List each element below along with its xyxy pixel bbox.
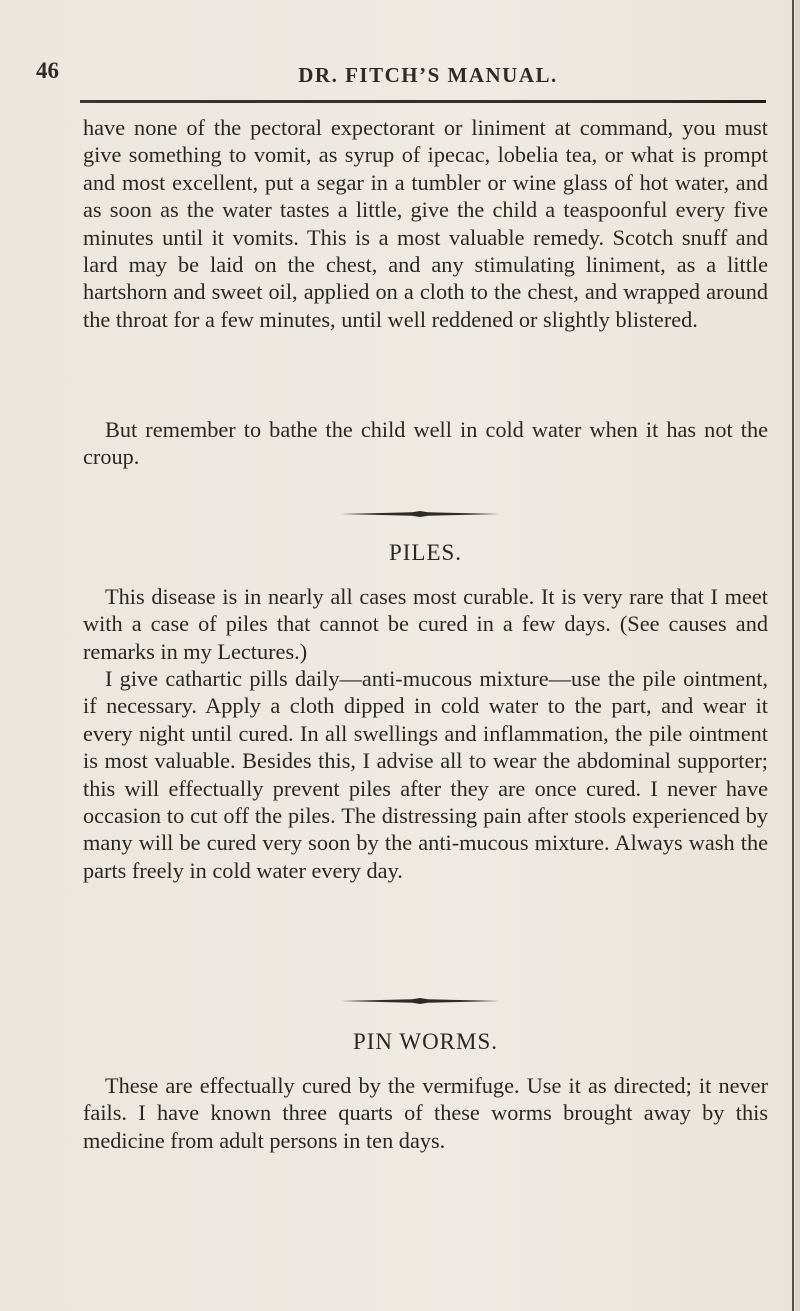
- section-divider: [340, 511, 500, 523]
- paragraph-piles-intro: This disease is in nearly all cases most curable. It is very rare that I meet with a case of piles that cannot be cured in a few days. (See causes and remarks in my Lectures.): [83, 584, 768, 664]
- section-heading-piles: PILES.: [388, 540, 463, 565]
- page-edge-line: [792, 0, 794, 1311]
- paragraph-croup-bathe: But remember to bathe the child well in cold water when it has not the croup.: [83, 417, 768, 470]
- running-head: DR. FITCH’S MANUAL.: [298, 63, 558, 87]
- header-rule: [80, 100, 766, 103]
- page-number: 46: [36, 58, 59, 83]
- paragraph-piles-treatment: I give cathartic pills daily—anti-mucous mixture—use the pile ointment, if necessary. Apply a cloth dipped in cold water to the part, and wear it every night until cured. In all swellings and inflammation, the pile ointment is most valuable. Besides this, I advise all to wear the abdominal supporter; this will effectually prevent piles after they are once cured. I never have occasion to cut off the piles. The distressing pain after stools experienced by many will be cured very soon by the anti-mucous mixture. Always wash the parts freely in cold water every day.: [83, 666, 768, 883]
- section-heading-pin-worms: PIN WORMS.: [352, 1029, 499, 1054]
- page-edge: [795, 0, 800, 1311]
- paragraph-pin-worms: These are effectually cured by the vermifuge. Use it as directed; it never fails. I have known three quarts of these worms brought away by this medicine from adult persons in ten days.: [83, 1073, 768, 1153]
- paragraph-croup-remedy: have none of the pectoral expectorant or liniment at command, you must give something to vomit, as syrup of ipecac, lobelia tea, or what is prompt and most excellent, put a segar in a tumbler or wine glass of hot water, and as soon as the water tastes a little, give the child a teaspoonful every five minutes until it vomits. This is a most valuable remedy. Scotch snuff and lard may be laid on the chest, and any stimulating liniment, as a little hartshorn and sweet oil, applied on a cloth to the chest, and wrapped around the throat for a few minutes, until well reddened or slightly blistered.: [83, 115, 768, 332]
- section-divider: [340, 998, 500, 1010]
